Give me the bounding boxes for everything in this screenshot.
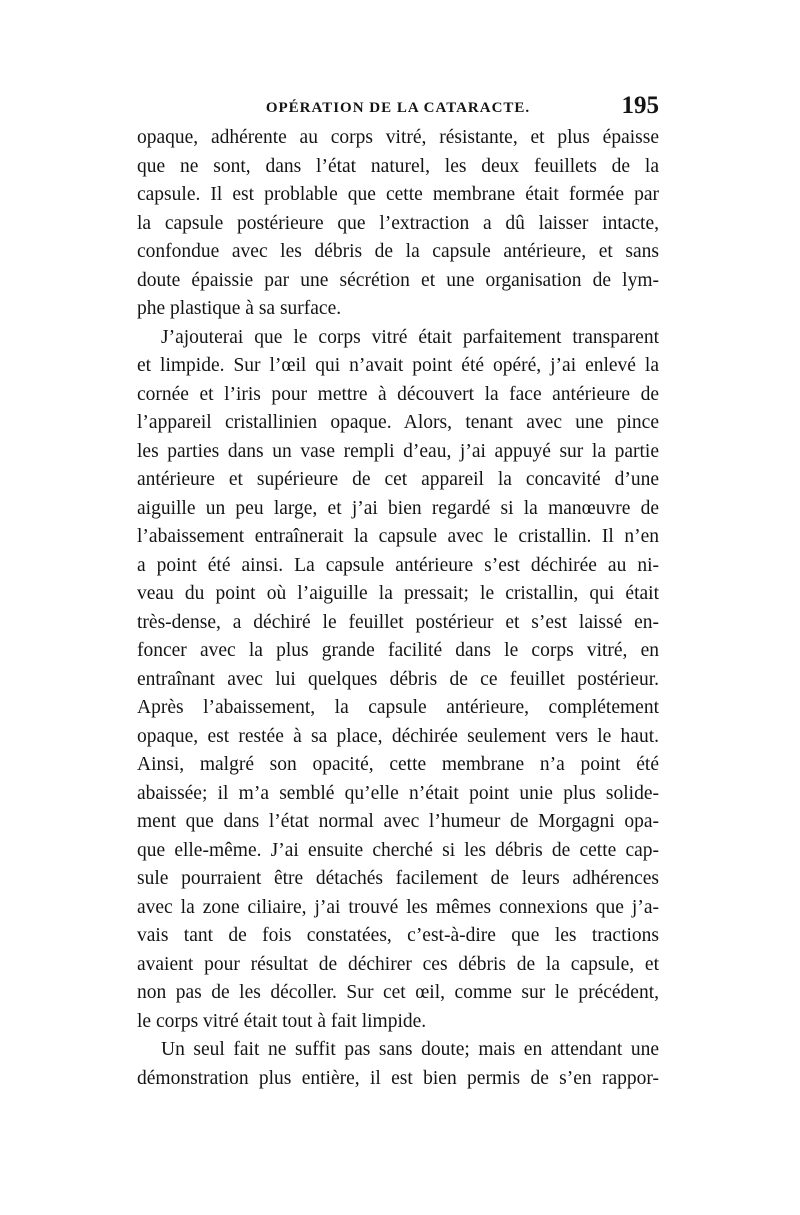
text-line: que elle-même. J’ai ensuite cherché si les débris de cette cap- [137, 839, 659, 861]
text-line: foncer avec la plus grande facilité dans le corps vitré, en [137, 640, 659, 661]
text-line: et limpide. Sur l’œil qui n’avait point été opéré, j’ai enlevé la [137, 355, 659, 376]
text-line: cornée et l’iris pour mettre à découvert la face antérieure de [137, 383, 659, 405]
text-line: que ne sont, dans l’état naturel, les deux feuillets de la [137, 155, 659, 177]
body-text [137, 124, 659, 1093]
text-line: entraînant avec lui quelques débris de ce feuillet postérieur. [137, 668, 659, 690]
text-line: le corps vitré était tout à fait limpide. [137, 1010, 427, 1032]
text-line: l’appareil cristallinien opaque. Alors, tenant avec une pince [137, 412, 659, 433]
text-line: veau du point où l’aiguille la pressait; le cristallin, qui était [137, 583, 659, 604]
text-line: capsule. Il est problable que cette membrane était formée par [137, 184, 659, 205]
text-line: ment que dans l’état normal avec l’humeur de Morgagni opa- [137, 811, 659, 832]
text-line: avec la zone ciliaire, j’ai trouvé les mêmes connexions que j’a- [137, 896, 659, 918]
text-line: démonstration plus entière, il est bien permis de s’en rappor- [137, 1067, 659, 1089]
text-line: très-dense, a déchiré le feuillet postérieur et s’est laissé en- [137, 611, 659, 633]
text-line: avaient pour résultat de déchirer ces débris de la capsule, et [137, 953, 659, 975]
text-line: les parties dans un vase rempli d’eau, j’ai appuyé sur la partie [137, 440, 659, 462]
text-line: aiguille un peu large, et j’ai bien regardé si la manœuvre de [137, 497, 659, 519]
text-line: Ainsi, malgré son opacité, cette membrane n’a point été [137, 754, 659, 775]
text-line: l’abaissement entraînerait la capsule avec le cristallin. Il n’en [137, 526, 659, 547]
running-title: OPÉRATION DE LA CATARACTE. [265, 100, 531, 116]
text-line: abaissée; il m’a semblé qu’elle n’était point unie plus solide- [137, 782, 659, 804]
text-line: non pas de les décoller. Sur cet œil, comme sur le précédent, [137, 982, 659, 1003]
text-line: Après l’abaissement, la capsule antérieure, complétement [137, 697, 659, 718]
page-number: 195 [621, 92, 659, 119]
text-line: phe plastique à sa surface. [137, 298, 342, 319]
text-line: confondue avec les débris de la capsule antérieure, et sans [137, 241, 659, 262]
text-line: antérieure et supérieure de cet appareil la concavité d’une [137, 469, 659, 490]
paragraph-start-line: Un seul fait ne suffit pas sans doute; mais en attendant une [161, 1039, 659, 1060]
text-line: a point été ainsi. La capsule antérieure s’est déchirée au ni- [137, 554, 659, 576]
text-line: sule pourraient être détachés facilement de leurs adhérences [137, 868, 659, 889]
text-line: opaque, adhérente au corps vitré, résistante, et plus épaisse [137, 127, 659, 148]
paragraph-start-line: J’ajouterai que le corps vitré était parfaitement transparent [161, 326, 659, 348]
text-line: opaque, est restée à sa place, déchirée seulement vers le haut. [137, 725, 659, 747]
text-line: doute épaissie par une sécrétion et une organisation de lym- [137, 269, 659, 291]
text-line: vais tant de fois constatées, c’est-à-dire que les tractions [137, 925, 659, 946]
text-line: la capsule postérieure que l’extraction a dû laisser intacte, [137, 212, 659, 234]
running-head [137, 92, 659, 122]
